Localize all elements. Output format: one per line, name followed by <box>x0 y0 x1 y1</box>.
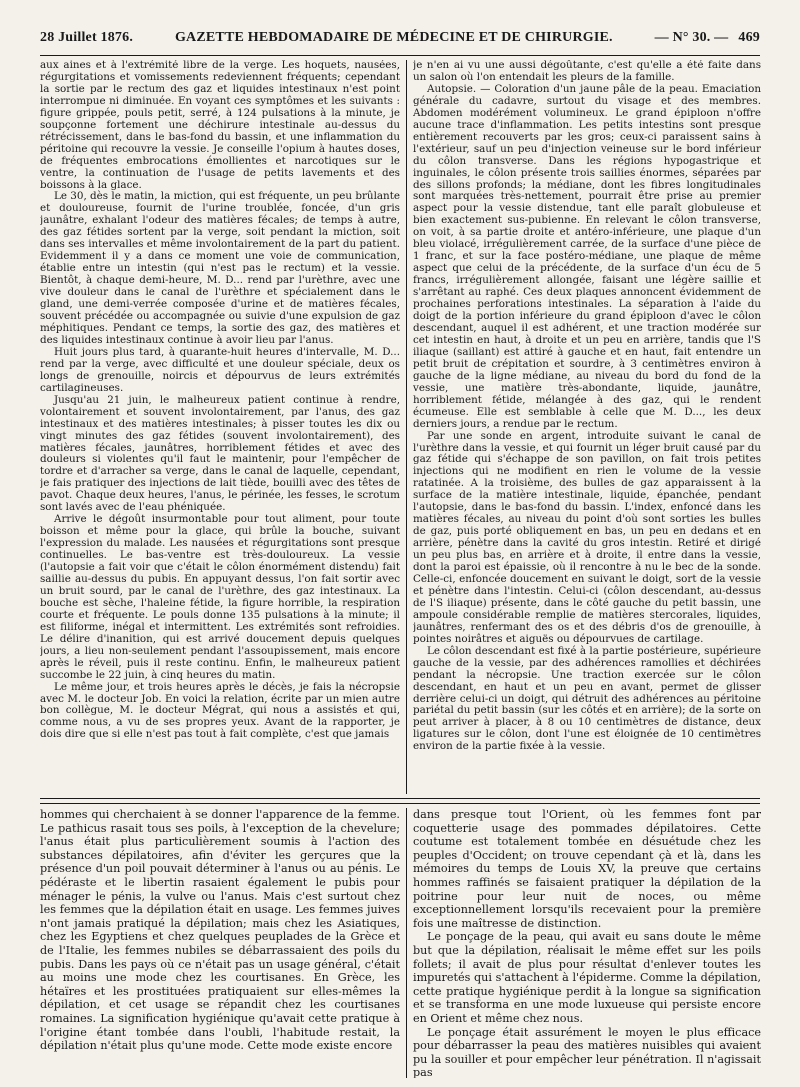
issue-date: 28 Juillet 1876. <box>40 30 134 45</box>
paragraph: dans presque tout l'Orient, où les femmes font par coquetterie usage des pommades dépilatoires. Cette coutume est totalement tombée en désuétude chez les peuples d'Occident; on trouve cependant çà et là, dans les mémoires du temps de Louis XV, la preuve que certains hommes raffinés se faisaient pratiquer la dépilation de la poitrine pour leur nuit de noces, ou même exceptionnellement lorsqu'ils recevaient pour la première fois une maîtresse de distinction. <box>413 808 761 930</box>
paragraph: Par une sonde en argent, introduite suivant le canal de l'urèthre dans la vessie, et qui fournit un léger bruit causé par du gaz fétide qui s'échappe de son pavillon, on fait trois petites injections qui ne modifient en rien le volume de la vessie ratatinée. A la troisième, des bulles de gaz apparaissent à la surface de la matière intestinale, liquide, épanchée, pendant l'autopsie, dans le bas-fond du bassin. L'index, enfoncé dans les matières fécales, au niveau du point d'où sont sorties les bulles de gaz, puis porté obliquement en bas, un peu en dedans et en arrière, pénètre dans la cavité du gros intestin. Retiré et dirigé un peu plus bas, en arrière et à droite, il entre dans la vessie, dont la paroi est épaissie, où il rencontre à nu le bec de la sonde. Celle-ci, enfoncée doucement en suivant le doigt, sort de la vessie et pénètre dans l'intestin. Celui-ci (côlon descendant, au-dessus de l'S iliaque) présente, dans le côté gauche du petit bassin, une ampoule considérable remplie de matières stercorales, liquides, jaunâtres, renfermant des os et des débris d'os de grenouille, à pointes noirâtres et aiguës ou dépourvues de cartilage. <box>413 429 761 645</box>
paragraph: Le même jour, et trois heures après le décès, je fais la nécropsie avec M. le docteur Job. En voici la relation, écrite par un mien autre bon collègue, M. le docteur Mégrat, qui nous a assistés et qui, comme nous, a vu de ses propres yeux. Avant de la rapporter, je dois dire que si elle n'est pas tout à fait complète, c'est que jamais <box>40 680 400 741</box>
paragraph: Autopsie. — Coloration d'un jaune pâle de la peau. Emaciation générale du cadavre, surtout du visage et des membres. Abdomen modérément volumineux. Le grand épiploon n'offre aucune trace d'inflammation. Les petits intestins sont presque entièrement recouverts par les gros; ceux-ci paraissent sains à l'extérieur, sauf un peu d'injection veineuse sur le bord inférieur du côlon transverse. Dans les régions hypogastrique et inguinales, le côlon présente trois saillies énormes, séparées par des sillons profonds; la médiane, dont les fibres longitudinales sont marquées très-nettement, pourrait être prise au premier aspect pour la vessie distendue, tant elle paraît globuleuse et bien exactement sus-pubienne. En relevant le côlon transverse, on voit, à sa partie droite et antéro-inférieure, une plaque d'un bleu violacé, irrégulièrement carrée, de la surface d'une pièce de 1 franc, et sur la face postéro-médiane, une plaque de même aspect que celui de la précédente, de la surface d'un écu de 5 francs, irrégulièrement allongée, faisant une légère saillie et s'arrêtant au raphé. Ces deux plaques annoncent évidemment de prochaines perforations intestinales. La séparation à l'aide du doigt de la portion inférieure du grand épiploon d'avec le côlon descendant, auquel il est adhérent, et une traction modérée sur cet intestin en haut, à droite et un peu en arrière, tandis que l'S iliaque (saillant) est attiré à gauche et en haut, fait entendre un petit bruit de crépitation et sourdre, à 3 centimètres environ à gauche de la ligne médiane, au niveau du bord du fond de la vessie, une matière très-abondante, liquide, jaunâtre, horriblement fétide, mélangée à des gaz, qui le rendent écumeuse. Elle est semblable à celle que M. D..., les deux derniers jours, a rendue par le rectum. <box>413 82 761 430</box>
issue-number: — N° 30. — <box>654 30 729 45</box>
header-rule <box>40 55 760 56</box>
page-number: 469 <box>738 30 760 45</box>
paragraph: Le côlon descendant est fixé à la partie postérieure, supérieure gauche de la vessie, par des adhérences ramollies et déchirées pendant la nécropsie. Une traction exercée sur le côlon descendant, en haut et un peu en avant, permet de glisser derrière celui-ci un doigt, qui détruit des adhérences au péritoine pariétal du petit bassin (sur les côtés et en arrière); de la sorte on peut arriver à placer, à 8 ou 10 centimètres de distance, deux ligatures sur le côlon, dont l'une est éloignée de 10 centimètres environ de la partie fixée à la vessie. <box>413 644 761 753</box>
masthead <box>40 26 760 50</box>
paragraph: Arrive le dégoût insurmontable pour tout aliment, pour toute boisson et même pour la glace, qui brûle la bouche, suivant l'expression du malade. Les nausées et régurgitations sont presque continuelles. Le bas-ventre est très-douloureux. La vessie (l'autopsie a fait voir que c'était le côlon énormément distendu) fait saillie au-dessus du pubis. En appuyant dessus, l'on fait sortir avec un bruit sourd, par le canal de l'urèthre, des gaz intestinaux. La bouche est sèche, l'haleine fétide, la figure horrible, la respiration courte et fréquente. Le pouls donne 135 pulsations à la minute; il est filiforme, inégal et intermittent. Les extrémités sont refroidies. Le délire d'inanition, qui est arrivé doucement depuis quelques jours, a lieu non-seulement pendant l'assoupissement, mais encore après le réveil, puis il reste continu. Enfin, le malheureux patient succombe le 22 juin, à cinq heures du matin. <box>40 513 400 681</box>
column-divider <box>406 60 407 794</box>
column-top-left <box>40 60 400 794</box>
paragraph: Le ponçage était assurément le moyen le plus efficace pour débarrasser la peau des matières nuisibles qui avaient pu la souiller et pour empêcher leur pénétration. Il n'agissait pas <box>413 1025 761 1078</box>
journal-title: GAZETTE HEBDOMADAIRE DE MÉDECINE ET DE CHIRURGIE. <box>174 30 613 45</box>
paragraph: je n'en ai vu une aussi dégoûtante, c'est qu'elle a été faite dans un salon où l'on entendait les pleurs de la famille. <box>413 60 761 83</box>
paragraph: aux aines et à l'extrémité libre de la verge. Les hoquets, nausées, régurgitations et vomissements redeviennent fréquents; cependant la sortie par le rectum des gaz et liquides intestinaux n'est point interrompue ni diminuée. En voyant ces symptômes et les suivants : figure grippée, pouls petit, serré, à 124 pulsations à la minute, je soupçonne fortement une déchirure intestinale au-dessus du rétrécissement, dans le bas-fond du bassin, et une inflammation du péritoine qui recouvre la vessie. Je conseille l'opium à hautes doses, de fréquentes embrocations émollientes et narcotiques sur le ventre, la continuation de l'usage de petits lavements et des boissons à la glace. <box>40 60 400 191</box>
column-bottom-right <box>413 808 761 1078</box>
section-rule <box>40 798 760 799</box>
paragraph: Le ponçage de la peau, qui avait eu sans doute le même but que la dépilation, réalisait le même effet sur les poils follets; il avait de plus pour résultat d'enlever toutes les impuretés qui s'attachent à l'épiderme. Comme la dépilation, cette pratique hygiénique perdit à la longue sa signification et se transforma en une mode luxueuse qui persiste encore en Orient et même chez nous. <box>413 930 761 1025</box>
column-bottom-left <box>40 808 400 1078</box>
paragraph: Jusqu'au 21 juin, le malheureux patient continue à rendre, volontairement et souvent involontairement, par l'anus, des gaz intestinaux et des matières intestinales; à pisser toutes les dix ou vingt minutes des gaz fétides (souvent involontairement), des matières fécales, jaunâtres, horriblement fétides et avec des douleurs si violentes qu'il faut le maintenir, pour l'empêcher de tordre et d'arracher sa verge, dans le canal de laquelle, cependant, je fais pratiquer des injections de lait tiède, bouilli avec des têtes de pavot. Chaque deux heures, l'anus, le périnée, les fesses, le scrotum sont lavés avec de l'eau phéniquée. <box>40 393 400 514</box>
section-rule-thin <box>40 803 760 804</box>
paragraph: Le 30, dès le matin, la miction, qui est fréquente, un peu brûlante et douloureuse, fournit de l'urine troublée, foncée, d'un gris jaunâtre, exhalant l'odeur des matières fécales; de temps à autre, des gaz fétides sortent par la verge, soit pendant la miction, soit dans ses intervalles et même involontairement de la part du patient. Evidemment il y a dans ce moment une voie de communication, établie entre un intestin (qui n'est pas le rectum) et la vessie. Bientôt, à chaque demi-heure, M. D... rend par l'urèthre, avec une vive douleur dans le canal de l'urèthre et spécialement dans le gland, une demi-verrée composée d'urine et de matières fécales, souvent précédée ou accompagnée ou suivie d'une expulsion de gaz méphitiques. Pendant ce temps, la sortie des gaz, des matières et des liquides intestinaux continue à avoir lieu par l'anus. <box>40 190 400 346</box>
column-divider <box>406 808 407 1078</box>
paragraph: Huit jours plus tard, à quarante-huit heures d'intervalle, M. D... rend par la verge, avec difficulté et une douleur spéciale, deux os longs de grenouille, noircis et dépourvus de leurs extrémités cartilagineuses. <box>40 345 400 394</box>
paragraph: hommes qui cherchaient à se donner l'apparence de la femme. Le pathicus rasait tous ses poils, à l'exception de la chevelure; l'anus était plus particulièrement soumis à l'action des substances dépilatoires, afin d'éviter les gerçures que la présence d'un poil pouvait déterminer à l'anus ou au pénis. Le pédéraste et le libertin rasaient également le pubis pour ménager le pénis, la vulve ou l'anus. Mais c'est surtout chez les femmes que la dépilation était en usage. Les femmes juives n'ont jamais pratiqué la dépilation; mais chez les Asiatiques, chez les Egyptiens et chez quelques peuplades de la Grèce et de l'Italie, les femmes nubiles se débarrassaient des poils du pubis. Dans les pays où ce n'était pas un usage général, c'était au moins une mode chez les courtisanes. En Grèce, les hétaïres et les prostituées pratiquaient sur elles-mêmes la dépilation, et cet usage se répandit chez les courtisanes romaines. La signification hygiénique qu'avait cette pratique à l'origine étant tombée dans l'oubli, l'habitude restait, la dépilation n'était plus qu'une mode. Cette mode existe encore <box>40 808 400 1053</box>
column-top-right <box>413 60 761 794</box>
